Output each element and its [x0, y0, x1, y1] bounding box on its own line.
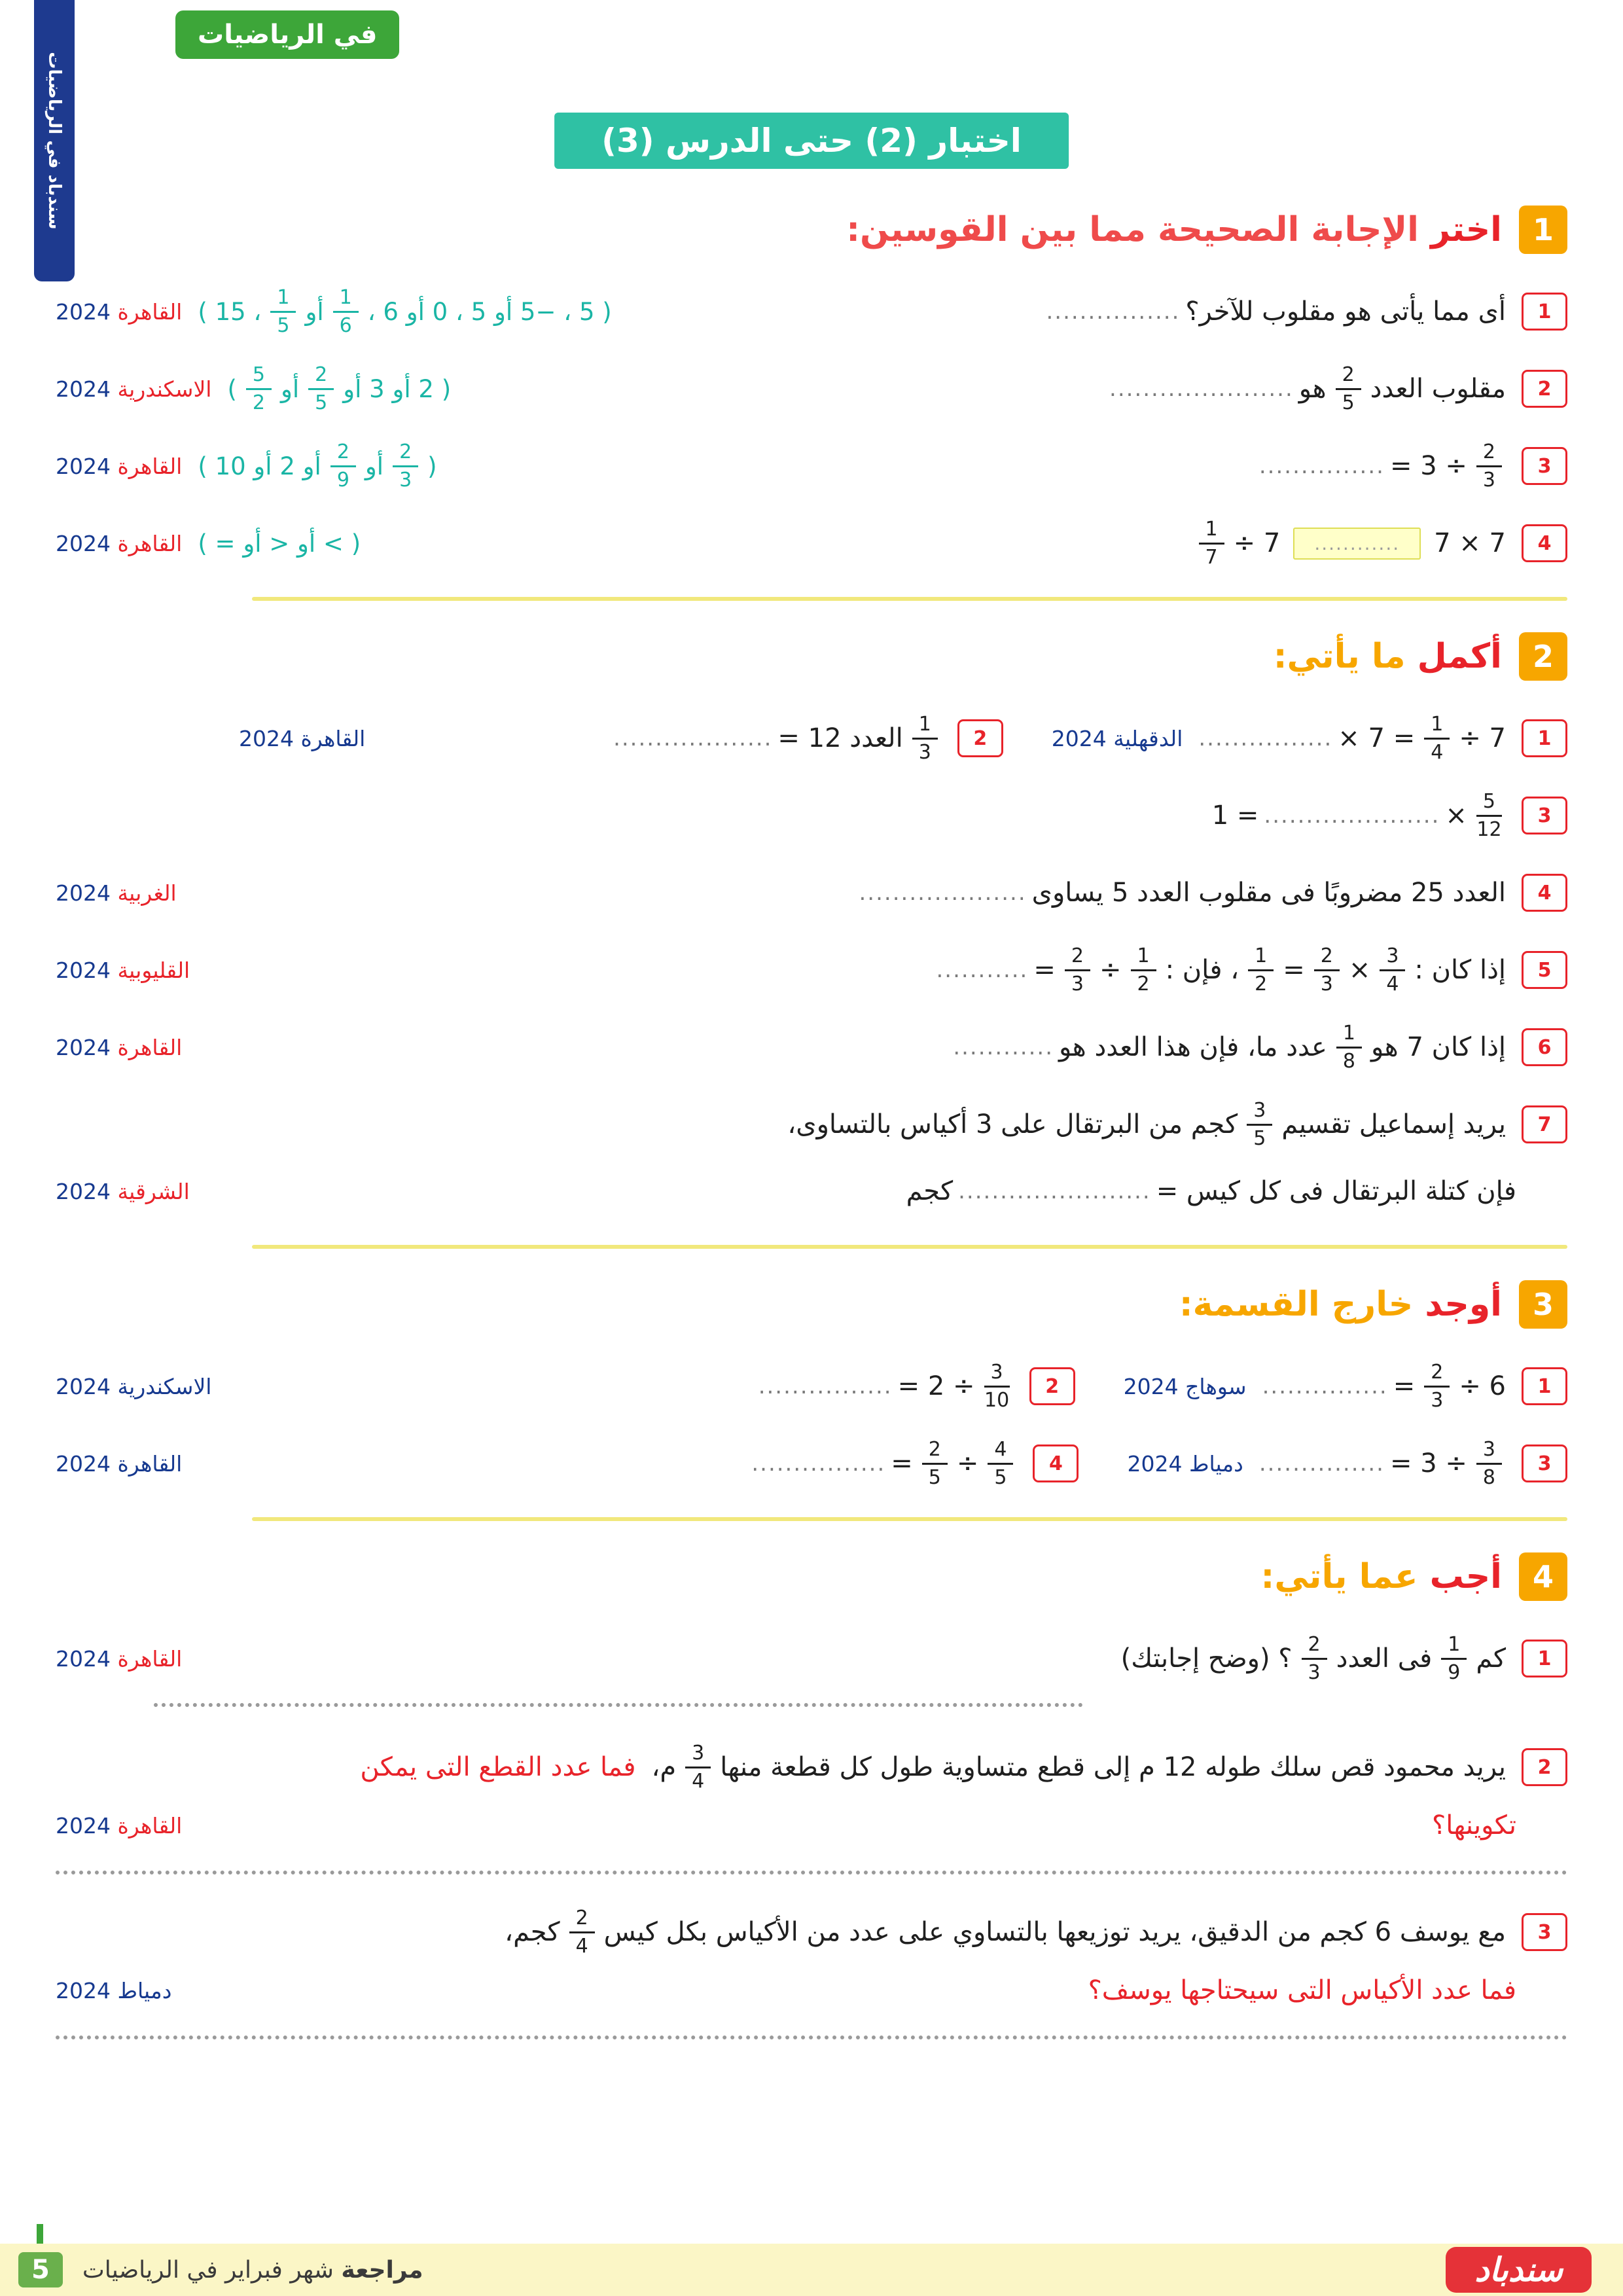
question-text: 7 × 7 ............ 7 ÷ $\frac{1}{7}$ [1195, 518, 1506, 568]
source-label [1052, 726, 1183, 751]
section-4-header [56, 1552, 1567, 1601]
s3-row-2 [56, 1432, 1567, 1495]
section-divider [252, 1245, 1567, 1249]
answer-line [56, 2033, 1567, 2039]
section-3-header [56, 1280, 1567, 1329]
s1-question-3 [56, 435, 1567, 497]
question-text: كم $\frac{1}{9}$ فى العدد $\frac{2}{3}$ ؟ (وضح إجابتك) [1120, 1632, 1506, 1684]
year-label: 2024 [56, 1645, 111, 1672]
question-number: 1 [1522, 719, 1567, 757]
section-1-title-lead: اختر [1431, 210, 1502, 249]
year-label: 2024 [56, 1034, 111, 1060]
question-number: 7 [1522, 1105, 1567, 1143]
question-number: 3 [1522, 797, 1567, 834]
section-3-number: 3 [1519, 1280, 1567, 1329]
answer-choices: ( > أو < أو = ) [198, 529, 361, 558]
footer-text-rest: شهر فبراير في الرياضيات [82, 2256, 334, 2284]
source-label [56, 299, 182, 325]
section-2-title-rest: ما يأتي: [1273, 637, 1406, 676]
s2-question-7-line-2 [56, 1160, 1567, 1223]
source-label [1127, 1451, 1243, 1477]
question-text: $\frac{2}{3}$ ÷ 3 = ............... [1259, 441, 1506, 491]
answer-choices: ( 2 أو 3 أو $\frac{2}{5}$ أو $\frac{5}{2}$ ) [227, 363, 452, 414]
answer-line [56, 1868, 1567, 1874]
s4-question-3-line-2 [56, 1967, 1567, 2013]
source-label [56, 1035, 182, 1060]
section-2-header [56, 632, 1567, 681]
answer-choices: ( 5 ، −5 أو 5 ، 0 أو 6 ، $\frac{1}{6}$ أو $\frac{1}{5}$ ، 15 ) [198, 285, 612, 337]
governorate-label: القاهرة [117, 1034, 183, 1060]
question-math: $\frac{3}{10}$ ÷ 2 = ................ [758, 1360, 1010, 1412]
question-number: 4 [1033, 1444, 1079, 1482]
question-number: 2 [957, 719, 1003, 757]
year-label: 2024 [239, 725, 294, 751]
s2-question-6 [56, 1016, 1567, 1079]
governorate-label: القاهرة [117, 530, 183, 556]
section-3-title [1179, 1285, 1502, 1324]
section-2-number: 2 [1519, 632, 1567, 681]
question-number: 2 [1522, 370, 1567, 408]
question-text: يريد محمود قص سلك طوله 12 م إلى قطع متساوية طول كل قطعة منها $\frac{3}{4}$ م، [651, 1741, 1506, 1793]
question-text-red: تكوينها؟ [1432, 1810, 1516, 1840]
governorate-label: سوهاج [1185, 1373, 1247, 1399]
source-label [1124, 1374, 1247, 1399]
question-text: يريد إسماعيل تقسيم $\frac{3}{5}$ كجم من البرتقال على 3 أكياس بالتساوى، [787, 1098, 1506, 1150]
question-text-red: فما عدد الأكياس التى سيحتاجها يوسف؟ [1088, 1975, 1516, 2005]
source-label [239, 726, 365, 751]
question-text: مقلوب العدد $\frac{2}{5}$ هو ...................... [1109, 363, 1506, 414]
question-number: 3 [1522, 1444, 1567, 1482]
s2-question-7-line-1 [56, 1093, 1567, 1156]
section-divider [252, 1517, 1567, 1521]
s2-question-3 [56, 784, 1567, 847]
answer-choices: ( $\frac{2}{3}$ أو $\frac{2}{9}$ أو 2 أو 10 ) [198, 440, 437, 492]
question-number: 5 [1522, 951, 1567, 989]
question-number: 4 [1522, 874, 1567, 912]
year-label: 2024 [56, 376, 111, 402]
source-label [56, 958, 190, 983]
question-number: 1 [1522, 293, 1567, 331]
question-number: 1 [1522, 1367, 1567, 1405]
governorate-label: الشرقية [117, 1178, 190, 1204]
question-math: 6 ÷ $\frac{2}{3}$ = ............... [1262, 1360, 1506, 1412]
year-label: 2024 [56, 957, 111, 983]
s2-question-5 [56, 939, 1567, 1001]
question-number: 4 [1522, 524, 1567, 562]
governorate-label: القاهرة [117, 298, 183, 325]
governorate-label: القليوبية [117, 957, 190, 983]
section-1-title-rest: الإجابة الصحيحة مما بين القوسين: [846, 210, 1419, 249]
section-4-title-lead: أجب [1429, 1557, 1502, 1596]
governorate-label: القاهرة [117, 453, 183, 479]
source-label [56, 454, 182, 479]
governorate-label: الدقهلية [1113, 725, 1183, 751]
governorate-label: القاهرة [117, 1645, 183, 1672]
question-number: 3 [1522, 1913, 1567, 1951]
page-number: 5 [18, 2252, 63, 2287]
answer-line [154, 1700, 1083, 1707]
governorate-label: الاسكندرية [117, 1373, 212, 1399]
spine-text: سندباد في الرياضيات [45, 52, 64, 230]
year-label: 2024 [56, 530, 111, 556]
year-label: 2024 [56, 1450, 111, 1477]
year-label: 2024 [56, 1977, 111, 2003]
governorate-label: دمياط [1188, 1450, 1243, 1477]
test-title-banner: اختبار (2) حتى الدرس (3) [554, 113, 1069, 169]
question-text: إذا كان 7 هو $\frac{1}{8}$ عدد ما، فإن هذا العدد هو ............ [953, 1021, 1506, 1073]
year-label: 2024 [56, 1178, 111, 1204]
source-label [56, 531, 182, 556]
section-4-title-rest: عما يأتي: [1260, 1557, 1418, 1596]
page-footer [0, 2244, 1623, 2296]
section-3-title-rest: خارج القسمة: [1179, 1285, 1414, 1324]
question-number: 2 [1029, 1367, 1075, 1405]
year-label: 2024 [56, 1812, 111, 1839]
section-4-title [1261, 1557, 1502, 1596]
s1-question-1 [56, 280, 1567, 343]
source-label [56, 880, 177, 906]
governorate-label: الاسكندرية [117, 376, 212, 402]
question-text-red: فما عدد القطع التى يمكن [360, 1752, 636, 1782]
s2-row-1 [56, 707, 1567, 770]
section-1-number: 1 [1519, 206, 1567, 254]
source-label [56, 1646, 182, 1672]
year-label: 2024 [56, 880, 111, 906]
question-math: $\frac{1}{3}$ العدد 12 = ................... [613, 713, 942, 763]
governorate-label: القاهرة [300, 725, 366, 751]
s1-question-2 [56, 357, 1567, 420]
s4-question-2-line-1 [56, 1736, 1567, 1799]
source-label [56, 1451, 182, 1477]
year-label: 2024 [1051, 725, 1107, 751]
source-label [56, 1813, 182, 1839]
question-math: $\frac{3}{8}$ ÷ 3 = ............... [1259, 1439, 1506, 1488]
question-text: فإن كتلة البرتقال فى كل كيس = ....................... كجم [906, 1176, 1516, 1206]
year-label: 2024 [56, 453, 111, 479]
section-1-title [846, 210, 1502, 249]
s4-question-1 [56, 1627, 1567, 1690]
question-number: 2 [1522, 1748, 1567, 1786]
year-label: 2024 [1127, 1450, 1183, 1477]
footer-text-bold: مراجعة [341, 2256, 423, 2284]
section-1-header [56, 206, 1567, 254]
s2-question-4 [56, 861, 1567, 924]
source-label [56, 1374, 211, 1399]
footer-text [82, 2257, 423, 2284]
section-2-title [1274, 637, 1502, 676]
page-content [56, 196, 1567, 2066]
source-label [56, 376, 211, 402]
section-3-title-lead: أوجد [1425, 1285, 1502, 1324]
source-label [56, 1179, 190, 1204]
question-text: مع يوسف 6 كجم من الدقيق، يريد توزيعها بالتساوي على عدد من الأكياس بكل كيس $\frac{2}{4}$ كجم، [505, 1906, 1506, 1958]
section-4-number: 4 [1519, 1552, 1567, 1601]
s3-row-1 [56, 1355, 1567, 1418]
question-number: 3 [1522, 447, 1567, 485]
source-label [56, 1978, 171, 2003]
year-label: 2024 [56, 1373, 111, 1399]
governorate-label: الغربية [117, 880, 177, 906]
question-text: أى مما يأتى هو مقلوب للآخر؟ ................ [1046, 296, 1506, 327]
question-math: $\frac{5}{12}$ × ..................... = 1 [1211, 789, 1502, 841]
s4-question-2-line-2 [56, 1803, 1567, 1848]
year-label: 2024 [1123, 1373, 1179, 1399]
s1-question-4 [56, 512, 1567, 575]
governorate-label: القاهرة [117, 1812, 183, 1839]
question-text: العدد 25 مضروبًا فى مقلوب العدد 5 يساوى .................... [859, 878, 1506, 908]
subject-badge: في الرياضيات [175, 10, 399, 59]
question-math: 7 ÷ $\frac{1}{4}$ = 7 × ................ [1198, 712, 1506, 764]
question-math: إذا كان : $\frac{3}{4}$ × $\frac{2}{3}$ = $\frac{1}{2}$ ، فإن : $\frac{1}{2}$ ÷ $\frac{2}{3}$ = ........... [936, 944, 1506, 996]
question-number: 1 [1522, 1640, 1567, 1677]
year-label: 2024 [56, 298, 111, 325]
question-math: $\frac{4}{5}$ ÷ $\frac{2}{5}$ = ................ [751, 1439, 1017, 1488]
question-number: 6 [1522, 1028, 1567, 1066]
governorate-label: دمياط [117, 1977, 172, 2003]
publisher-logo: سندباد [1446, 2247, 1592, 2293]
section-2-title-lead: أكمل [1417, 637, 1502, 676]
governorate-label: القاهرة [117, 1450, 183, 1477]
s4-question-3-line-1 [56, 1901, 1567, 1964]
section-divider [252, 597, 1567, 601]
